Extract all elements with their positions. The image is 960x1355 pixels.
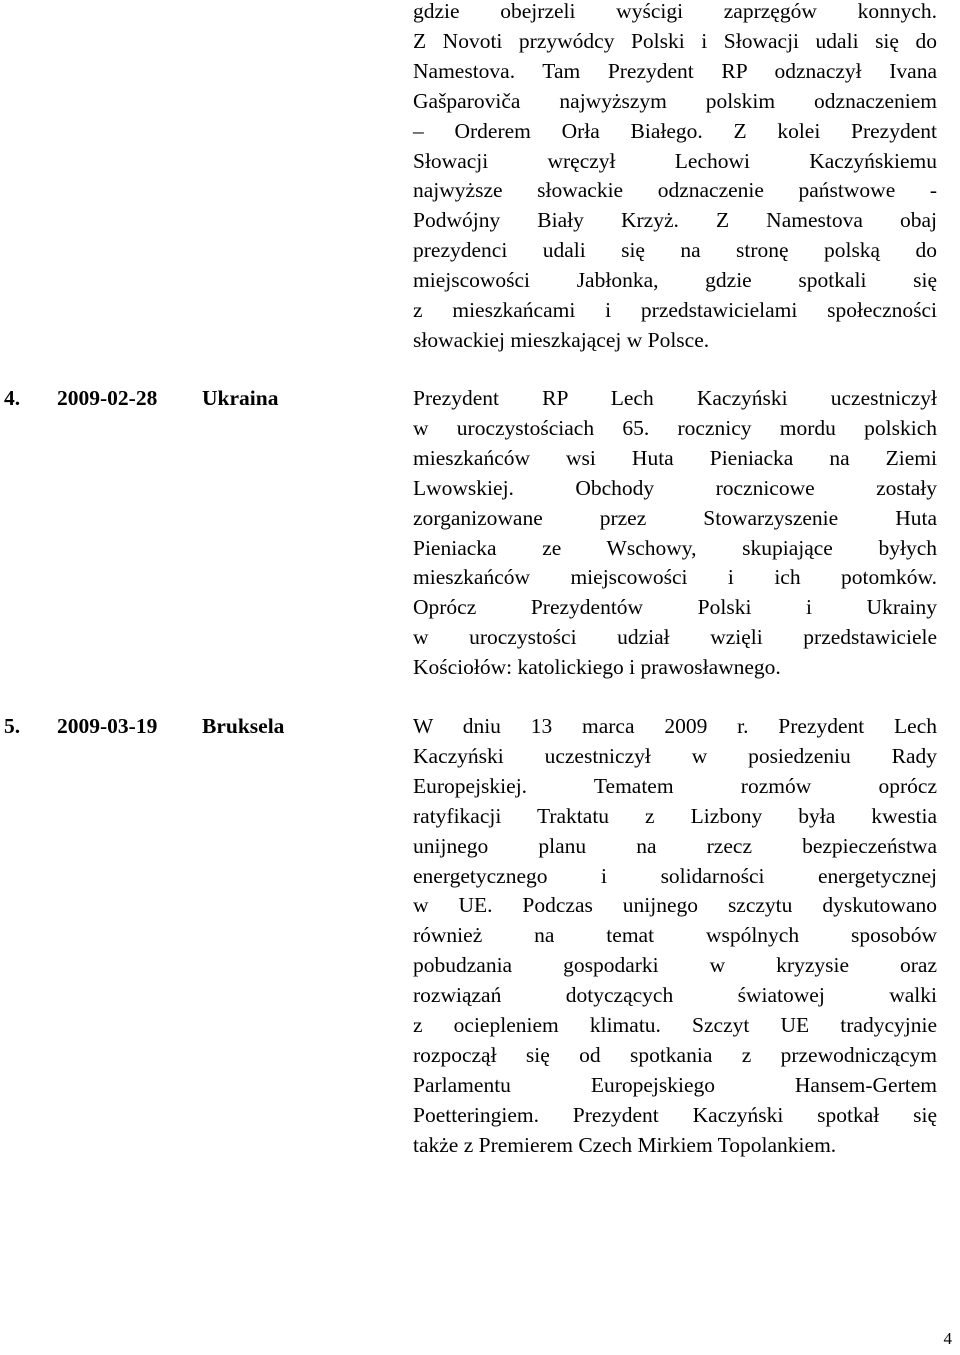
- text-line: Słowacji wręczył Lechowi Kaczyńskiemu: [413, 148, 937, 173]
- text-line: Oprócz Prezydentów Polski i Ukrainy: [413, 595, 937, 620]
- entry-description-4: [413, 384, 937, 683]
- text-line: Prezydent RP Lech Kaczyński uczestniczył: [413, 386, 937, 410]
- text-line: Pieniacka ze Wschowy, skupiające byłych: [413, 535, 937, 560]
- continuation-paragraph: [413, 0, 937, 356]
- entry-number: 4.: [4, 386, 21, 410]
- text-line: Z Novoti przywódcy Polski i Słowacji udali się do: [413, 28, 937, 53]
- text-line: W dniu 13 marca 2009 r. Prezydent Lech: [413, 714, 937, 738]
- text-line: pobudzania gospodarki w kryzysie oraz: [413, 953, 937, 978]
- text-line: w uroczystości udział wzięli przedstawiciele: [413, 625, 937, 650]
- text-line: Lwowskiej. Obchody rocznicowe zostały: [413, 475, 937, 500]
- text-line: zorganizowane przez Stowarzyszenie Huta: [413, 505, 937, 530]
- entry-description-5: [413, 712, 937, 1161]
- text-line: mieszkańców wsi Huta Pieniacka na Ziemi: [413, 445, 937, 470]
- text-line: również na temat wspólnych sposobów: [413, 923, 937, 948]
- entry-place: Bruksela: [202, 714, 285, 738]
- entry-date: 2009-02-28: [57, 386, 158, 410]
- text-line: Kościołów: katolickiego i prawosławnego.: [413, 655, 781, 680]
- text-line: energetycznego i solidarności energetycznej: [413, 863, 937, 888]
- entry-number: 5.: [4, 714, 21, 738]
- text-line: najwyższe słowackie odznaczenie państwowe -: [413, 178, 937, 203]
- text-line: w UE. Podczas unijnego szczytu dyskutowano: [413, 893, 937, 918]
- text-line: ratyfikacji Traktatu z Lizbony była kwestia: [413, 803, 937, 828]
- text-line: Kaczyński uczestniczył w posiedzeniu Rady: [413, 743, 937, 768]
- text-line: rozwiązań dotyczących światowej walki: [413, 983, 937, 1008]
- text-line: Gašparoviča najwyższym polskim odznaczeniem: [413, 88, 937, 113]
- entry-place: Ukraina: [202, 386, 279, 410]
- text-line: mieszkańców miejscowości i ich potomków.: [413, 565, 937, 590]
- text-line: Europejskiej. Tematem rozmów oprócz: [413, 773, 937, 798]
- text-line: rozpoczął się od spotkania z przewodniczącym: [413, 1042, 937, 1067]
- text-line: Parlamentu Europejskiego Hansem-Gertem: [413, 1072, 937, 1097]
- text-line: unijnego planu na rzecz bezpieczeństwa: [413, 833, 937, 858]
- entry-date: 2009-03-19: [57, 714, 158, 738]
- text-line: gdzie obejrzeli wyścigi zaprzęgów konnych.: [413, 0, 937, 23]
- text-line: prezydenci udali się na stronę polską do: [413, 238, 937, 263]
- page-number: 4: [943, 1329, 952, 1348]
- text-line: miejscowości Jabłonka, gdzie spotkali się: [413, 268, 937, 293]
- text-line: z ociepleniem klimatu. Szczyt UE tradycyjnie: [413, 1013, 937, 1038]
- text-line: Podwójny Biały Krzyż. Z Namestova obaj: [413, 208, 937, 233]
- text-line: z mieszkańcami i przedstawicielami społeczności: [413, 298, 937, 323]
- text-line: w uroczystościach 65. rocznicy mordu polskich: [413, 415, 937, 440]
- text-line: Poetteringiem. Prezydent Kaczyński spotkał się: [413, 1102, 937, 1127]
- text-line: – Orderem Orła Białego. Z kolei Prezydent: [413, 118, 937, 143]
- text-line: słowackiej mieszkającej w Polsce.: [413, 327, 710, 352]
- text-line: Namestova. Tam Prezydent RP odznaczył Ivana: [413, 58, 937, 83]
- text-line: także z Premierem Czech Mirkiem Topolankiem.: [413, 1132, 837, 1157]
